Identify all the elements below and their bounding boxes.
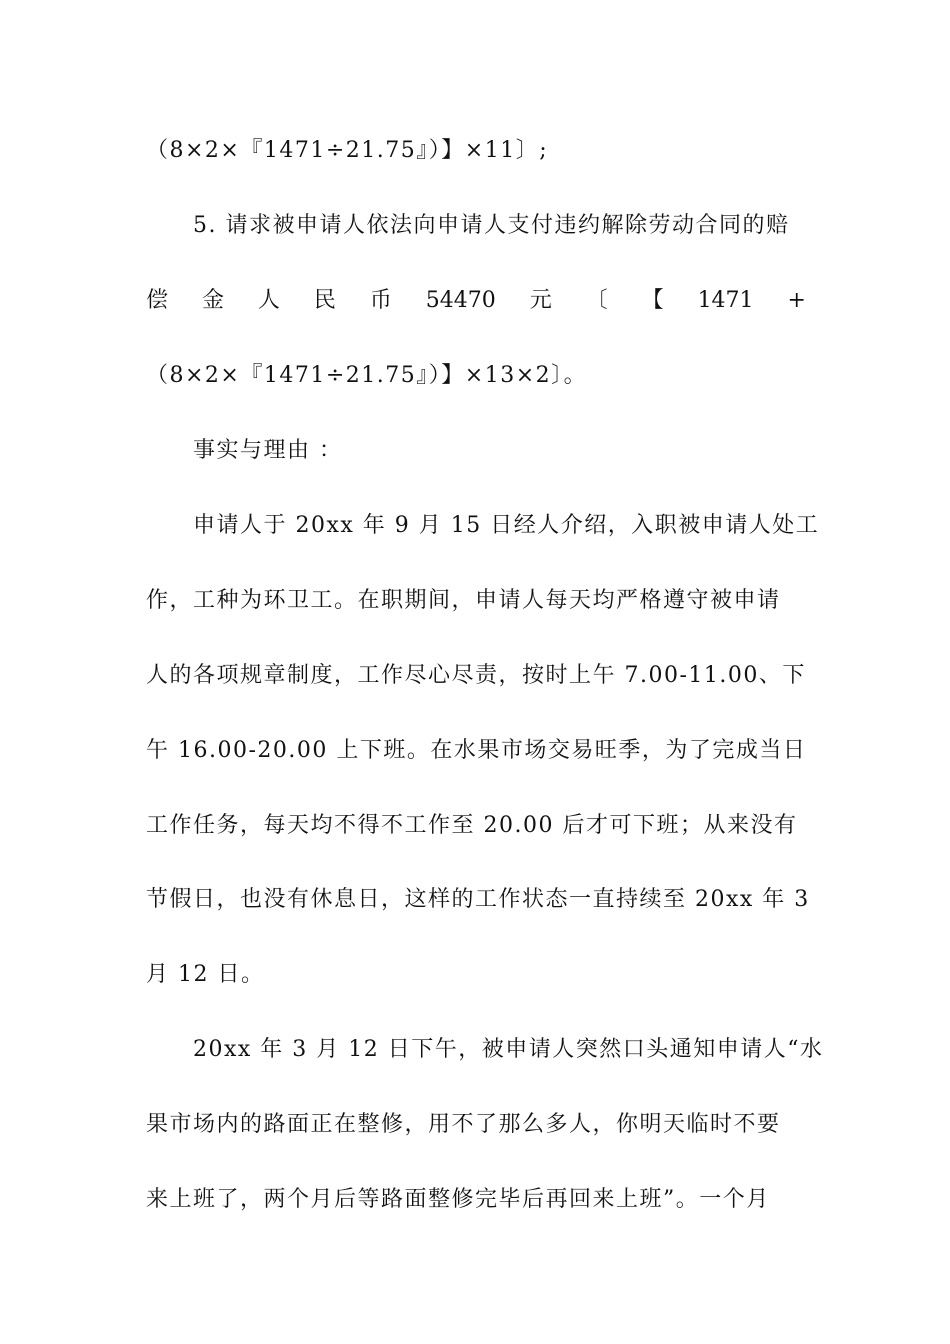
text-line-6: 申请人于 20xx 年 9 月 15 日经人介绍，入职被申请人处工 bbox=[193, 513, 820, 538]
text-line-8: 人的各项规章制度，工作尽心尽责，按时上午 7.00-11.00、下 bbox=[146, 663, 806, 688]
amount-word-4: 民 bbox=[313, 288, 336, 313]
text-line-10: 工作任务，每天均不得不工作至 20.00 后才可下班；从来没有 bbox=[146, 813, 798, 838]
amount-word-3: 人 bbox=[257, 288, 280, 313]
amount-number: 54470 bbox=[425, 288, 496, 313]
text-line-11: 节假日，也没有休息日，这样的工作状态一直持续至 20xx 年 3 bbox=[146, 887, 810, 912]
text-line-7: 作，工种为环卫工。在职期间，申请人每天均严格遵守被申请 bbox=[146, 588, 781, 613]
text-line-12: 月 12 日。 bbox=[146, 962, 265, 987]
base-wage: 1471 bbox=[697, 288, 754, 313]
amount-word-2: 金 bbox=[201, 288, 224, 313]
amount-unit: 元 bbox=[529, 288, 552, 313]
bracket-open-bold: 【 bbox=[641, 288, 664, 313]
section-heading-facts: 事实与理由 ： bbox=[193, 438, 343, 463]
claim-5-amount-line bbox=[146, 286, 806, 316]
amount-word-1: 偿 bbox=[146, 288, 169, 313]
claim-5-line: 5. 请求被申请人依法向申请人支付违约解除劳动合同的赔 bbox=[193, 213, 790, 238]
bracket-open: 〔 bbox=[585, 288, 608, 313]
text-line-4: （8×2×『1471÷21.75』）】×13×2〕。 bbox=[146, 363, 588, 388]
text-line-14: 果市场内的路面正在整修，用不了那么多人，你明天临时不要 bbox=[146, 1112, 781, 1137]
text-line-1: （8×2×『1471÷21.75』）】×11〕; bbox=[146, 138, 549, 163]
text-line-9: 午 16.00-20.00 上下班。在水果市场交易旺季，为了完成当日 bbox=[146, 738, 807, 763]
text-line-15: 来上班了，两个月后等路面整修完毕后再回来上班”。一个月 bbox=[146, 1187, 770, 1212]
plus-sign: + bbox=[787, 288, 806, 313]
amount-word-5: 币 bbox=[369, 288, 392, 313]
text-line-13: 20xx 年 3 月 12 日下午，被申请人突然口头通知申请人“水 bbox=[193, 1037, 824, 1062]
